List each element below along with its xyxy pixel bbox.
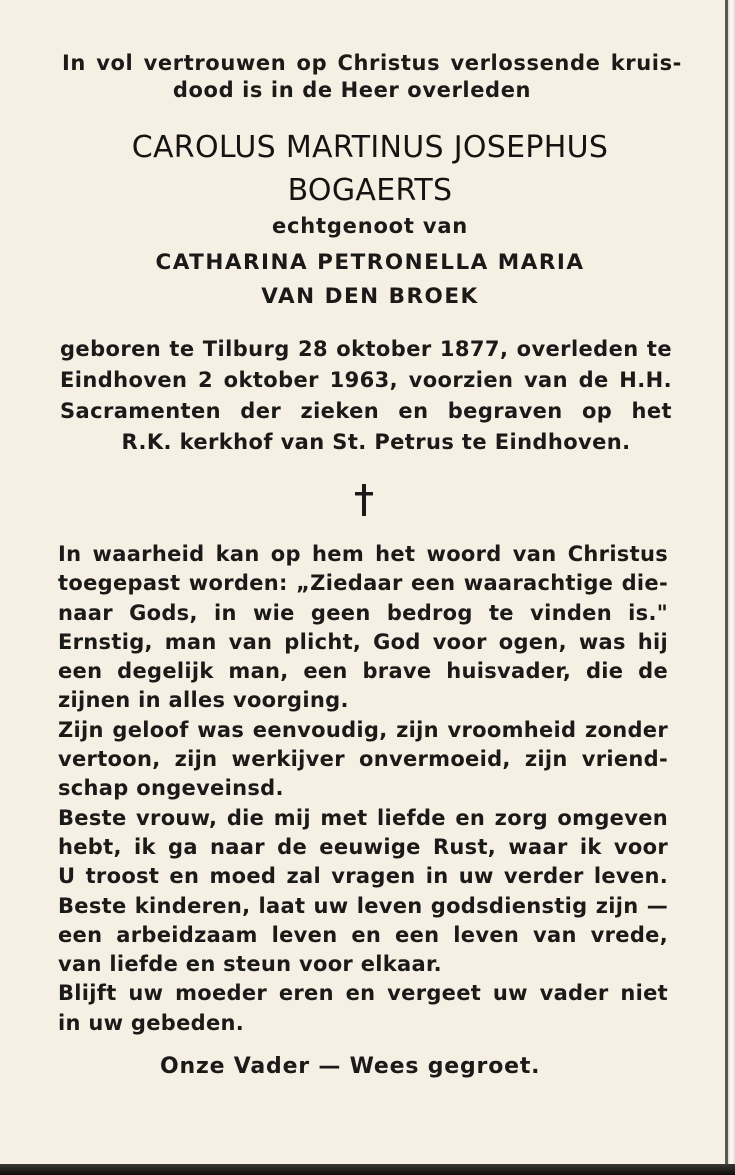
- tribute-line: U troost en moed zal vragen in uw verder leven.: [58, 864, 668, 889]
- spouse-name: [60, 246, 680, 314]
- deceased-name-line-1: CAROLUS MARTINUS JOSEPHUS: [131, 130, 609, 165]
- intro-line-1: In vol vertrouwen op Christus verlossende kruis-: [62, 51, 682, 75]
- birth-line-3: Sacramenten der zieken en begraven op het: [60, 399, 672, 423]
- tribute-line: hebt, ik ga naar de eeuwige Rust, waar ik voor: [58, 834, 668, 859]
- spouse-name-line-2: VAN DEN BROEK: [261, 284, 479, 309]
- tribute-line: Zijn geloof was eenvoudig, zijn vroomheid zonder: [58, 717, 668, 742]
- tribute-text: [58, 540, 668, 1038]
- tribute-line: naar Gods, in wie geen bedrog te vinden is.": [58, 600, 668, 625]
- intro-line-2: dood is in de Heer overleden: [172, 78, 532, 102]
- tribute-line: van liefde en steun voor elkaar.: [58, 952, 442, 977]
- tribute-line: Ernstig, man van plicht, God voor ogen, was hij: [58, 629, 668, 654]
- tribute-line: in uw gebeden.: [58, 1010, 245, 1035]
- tribute-line: toegepast worden: „Ziedaar een waarachtige die-: [58, 571, 668, 596]
- birth-death-details: [60, 334, 672, 458]
- card-edge-bottom: [0, 1164, 735, 1175]
- closing-prayer: Onze Vader — Wees gegroet.: [160, 1054, 541, 1079]
- cross-icon: [352, 484, 376, 516]
- birth-line-2: Eindhoven 2 oktober 1963, voorzien van de H.H.: [60, 368, 672, 392]
- spouse-name-line-1: CATHARINA PETRONELLA MARIA: [155, 250, 585, 275]
- tribute-line: vertoon, zijn werkijver onvermoeid, zijn vriend-: [58, 747, 668, 772]
- card-edge-right: [728, 0, 735, 1175]
- tribute-line: schap ongeveinsd.: [58, 776, 284, 801]
- tribute-line: Beste kinderen, laat uw leven godsdienstig zijn —: [58, 893, 668, 918]
- intro-text: [62, 50, 682, 104]
- birth-line-1: geboren te Tilburg 28 oktober 1877, overleden te: [60, 337, 672, 361]
- tribute-line: Beste vrouw, die mij met liefde en zorg omgeven: [58, 805, 668, 830]
- tribute-line: In waarheid kan op hem het woord van Christus: [58, 542, 668, 566]
- tribute-line: Blijft uw moeder eren en vergeet uw vader niet: [58, 981, 668, 1006]
- tribute-line: zijnen in alles voorging.: [58, 688, 349, 713]
- birth-line-4: R.K. kerkhof van St. Petrus te Eindhoven.: [121, 430, 631, 454]
- deceased-name-line-2: BOGAERTS: [287, 173, 453, 208]
- tribute-line: een arbeidzaam leven en een leven van vrede,: [58, 922, 668, 947]
- spouse-relation: echtgenoot van: [271, 214, 469, 238]
- deceased-name: [60, 126, 680, 212]
- tribute-line: een degelijk man, een brave huisvader, die de: [58, 659, 668, 684]
